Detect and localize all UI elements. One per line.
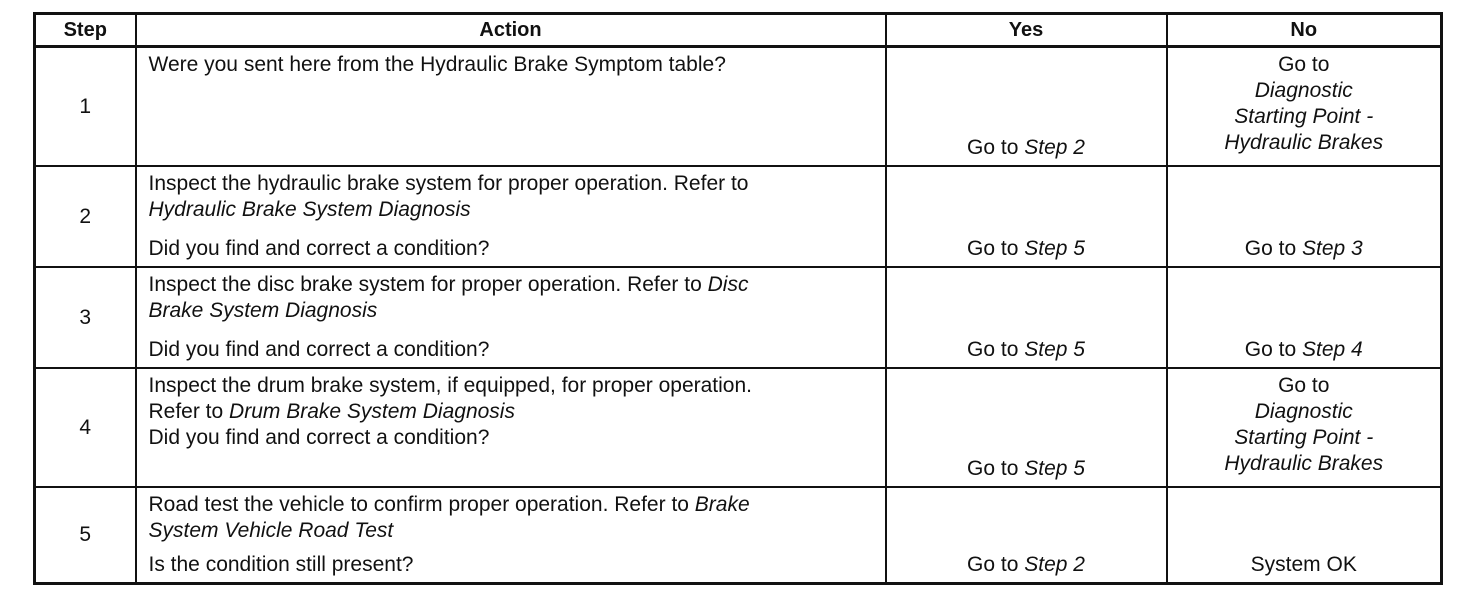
diagnostic-table (33, 12, 1443, 585)
action-cell (136, 368, 886, 487)
header-action: Action (136, 14, 886, 47)
yes-prefix: Go to (967, 553, 1025, 576)
action-instruction-refer: Refer to (148, 400, 230, 423)
no-link-line1[interactable]: Diagnostic (1254, 79, 1353, 102)
step-number: 2 (35, 166, 136, 267)
action-question: Did you find and correct a condition? (148, 237, 490, 260)
yes-link[interactable]: Step 2 (1024, 136, 1085, 159)
diagnostic-table-container (33, 12, 1440, 585)
header-step: Step (35, 14, 136, 47)
yes-cell (886, 166, 1167, 267)
action-instruction: Inspect the drum brake system, if equipped, for proper operation. (148, 374, 752, 397)
action-cell (136, 166, 886, 267)
action-reference-link-part1[interactable]: Brake (694, 493, 750, 516)
action-question: Were you sent here from the Hydraulic Brake Symptom table? (148, 53, 726, 76)
no-link-line2[interactable]: Starting Point - (1234, 426, 1374, 449)
table-row (35, 166, 1442, 267)
action-question: Is the condition still present? (148, 553, 414, 576)
action-question: Did you find and correct a condition? (148, 426, 490, 449)
no-cell (1167, 166, 1442, 267)
yes-cell (886, 267, 1167, 368)
step-number: 4 (35, 368, 136, 487)
action-reference-link[interactable]: Drum Brake System Diagnosis (229, 400, 515, 423)
yes-prefix: Go to (967, 338, 1025, 361)
yes-cell (886, 487, 1167, 584)
no-prefix: Go to (1244, 237, 1302, 260)
no-link-line1[interactable]: Diagnostic (1254, 400, 1353, 423)
table-row (35, 267, 1442, 368)
action-instruction: Road test the vehicle to confirm proper operation. Refer to (148, 493, 689, 516)
yes-link[interactable]: Step 5 (1024, 237, 1085, 260)
no-prefix: Go to (1278, 53, 1330, 76)
table-row (35, 487, 1442, 584)
yes-cell (886, 47, 1167, 167)
no-link-line3[interactable]: Hydraulic Brakes (1224, 131, 1384, 154)
action-reference-link-part1[interactable]: Disc (707, 273, 749, 296)
yes-link[interactable]: Step 2 (1024, 553, 1085, 576)
header-no: No (1167, 14, 1442, 47)
table-row (35, 47, 1442, 167)
no-cell (1167, 487, 1442, 584)
action-reference-link-part2[interactable]: Brake System Diagnosis (148, 299, 378, 322)
no-link[interactable]: Step 4 (1301, 338, 1363, 361)
no-cell (1167, 267, 1442, 368)
yes-prefix: Go to (967, 237, 1025, 260)
no-cell (1167, 368, 1442, 487)
table-row (35, 368, 1442, 487)
yes-prefix: Go to (967, 136, 1025, 159)
action-reference-link[interactable]: Hydraulic Brake System Diagnosis (148, 198, 471, 221)
action-instruction: Inspect the hydraulic brake system for proper operation. Refer to (148, 172, 749, 195)
yes-link[interactable]: Step 5 (1024, 457, 1085, 480)
action-instruction: Inspect the disc brake system for proper operation. Refer to (148, 273, 702, 296)
no-link-line2[interactable]: Starting Point - (1234, 105, 1374, 128)
action-cell (136, 487, 886, 584)
action-cell (136, 47, 886, 167)
action-question: Did you find and correct a condition? (148, 338, 490, 361)
action-reference-link-part2[interactable]: System Vehicle Road Test (148, 519, 394, 542)
yes-prefix: Go to (967, 457, 1025, 480)
step-number: 3 (35, 267, 136, 368)
no-link[interactable]: Step 3 (1301, 237, 1363, 260)
table-header-row (35, 14, 1442, 47)
no-result: System OK (1250, 553, 1357, 576)
action-cell (136, 267, 886, 368)
step-number: 1 (35, 47, 136, 167)
header-yes: Yes (886, 14, 1167, 47)
no-prefix: Go to (1278, 374, 1330, 397)
step-number: 5 (35, 487, 136, 584)
yes-cell (886, 368, 1167, 487)
no-link-line3[interactable]: Hydraulic Brakes (1224, 452, 1384, 475)
yes-link[interactable]: Step 5 (1024, 338, 1085, 361)
no-prefix: Go to (1244, 338, 1302, 361)
no-cell (1167, 47, 1442, 167)
